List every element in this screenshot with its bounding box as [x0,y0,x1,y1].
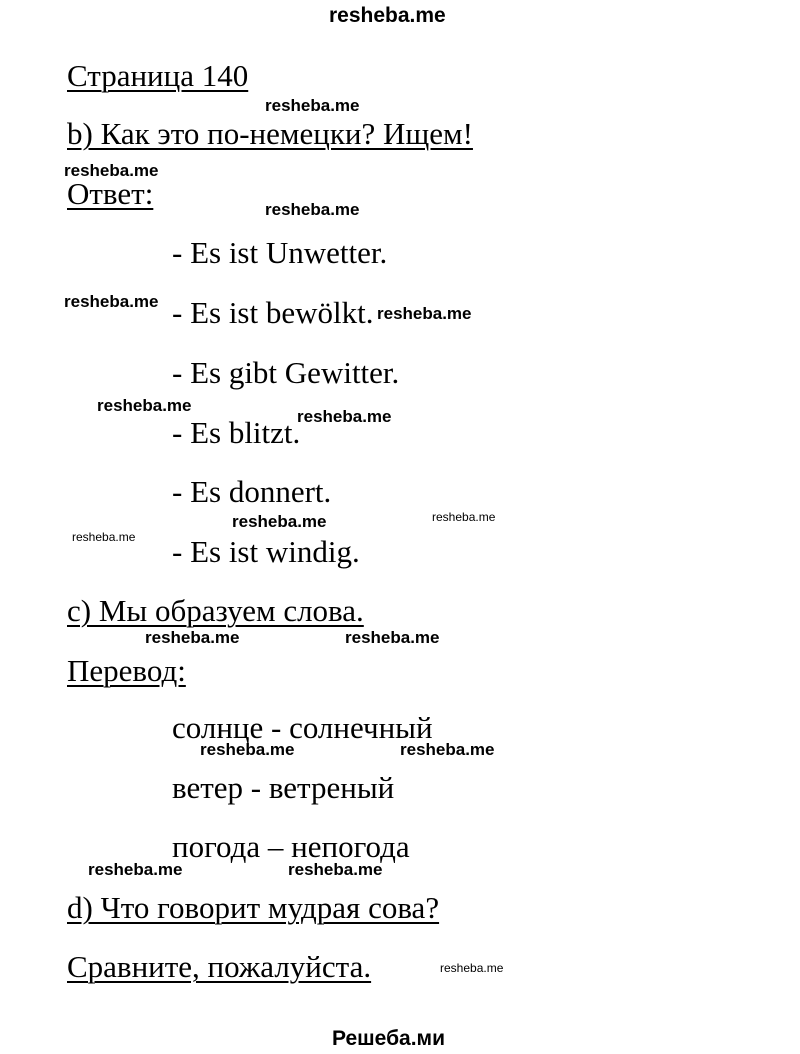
watermark: resheba.me [345,628,440,647]
watermark: resheba.me [232,512,327,531]
site-header: resheba.me [329,4,446,27]
watermark: resheba.me [265,200,360,219]
section-d-heading: d) Что говорит мудрая сова? [67,890,440,925]
answer-item: - Es ist windig. [172,534,360,569]
answer-item: - Es ist bewölkt. [172,295,374,330]
watermark: resheba.me [200,740,295,759]
section-d-instruction: Сравните, пожалуйста. [67,949,372,984]
watermark: resheba.me [97,396,192,415]
watermark: resheba.me [72,530,136,544]
watermark: resheba.me [432,510,496,524]
word-pair: ветер - ветреный [172,770,395,805]
answer-item: - Es gibt Gewitter. [172,355,400,390]
watermark: resheba.me [440,961,504,975]
watermark: resheba.me [88,860,183,879]
word-pair: солнце - солнечный [172,710,433,745]
page-title: Страница 140 [67,58,249,93]
watermark: resheba.me [400,740,495,759]
word-pair: погода – непогода [172,829,410,864]
watermark: resheba.me [145,628,240,647]
answer-item: - Es ist Unwetter. [172,235,388,270]
watermark: resheba.me [265,96,360,115]
site-footer: Решеба.ми [332,1027,445,1050]
translation-label: Перевод: [67,653,186,688]
watermark: resheba.me [64,292,159,311]
answer-label: Ответ: [67,176,154,211]
watermark: resheba.me [64,161,159,180]
section-c-heading: c) Мы образуем слова. [67,593,364,628]
watermark: resheba.me [297,407,392,426]
watermark: resheba.me [288,860,383,879]
section-b-heading: b) Как это по-немецки? Ищем! [67,116,473,151]
answer-item: - Es blitzt. [172,415,301,450]
answer-item: - Es donnert. [172,474,332,509]
watermark: resheba.me [377,304,472,323]
